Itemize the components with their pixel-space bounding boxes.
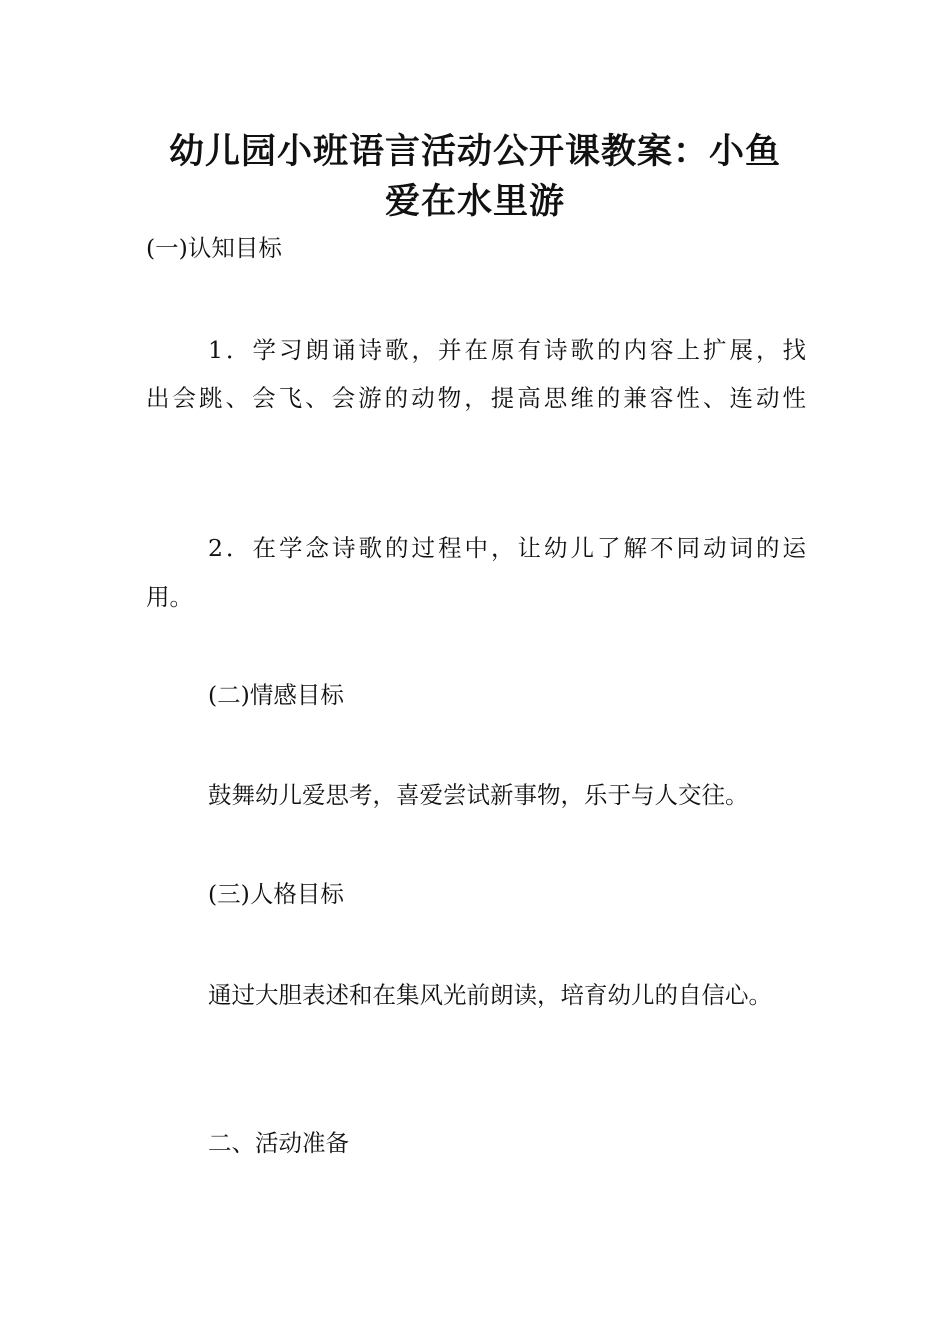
item-2-line-1: 2．在学念诗歌的过程中，让幼儿了解不同动词的运 (208, 534, 806, 562)
item-1-line-1: 1．学习朗诵诗歌，并在原有诗歌的内容上扩展，找 (208, 336, 806, 364)
section-heading-cognitive: (一)认知目标 (146, 234, 282, 262)
document-title-line-2: 爱在水里游 (384, 182, 565, 222)
personality-goal-text: 通过大胆表述和在集风光前朗读，培育幼儿的自信心。 (208, 981, 772, 1009)
item-1-line-2: 出会跳、会飞、会游的动物，提高思维的兼容性、连动性 (146, 384, 806, 412)
document-title-line-1: 幼儿园小班语言活动公开课教案：小鱼 (168, 132, 781, 172)
section-heading-emotion: (二)情感目标 (208, 681, 344, 709)
section-heading-preparation: 二、活动准备 (208, 1129, 349, 1157)
section-heading-personality: (三)人格目标 (208, 880, 344, 908)
item-2-line-2: 用。 (146, 583, 193, 611)
emotion-goal-text: 鼓舞幼儿爱思考，喜爱尝试新事物，乐于与人交往。 (208, 781, 749, 809)
